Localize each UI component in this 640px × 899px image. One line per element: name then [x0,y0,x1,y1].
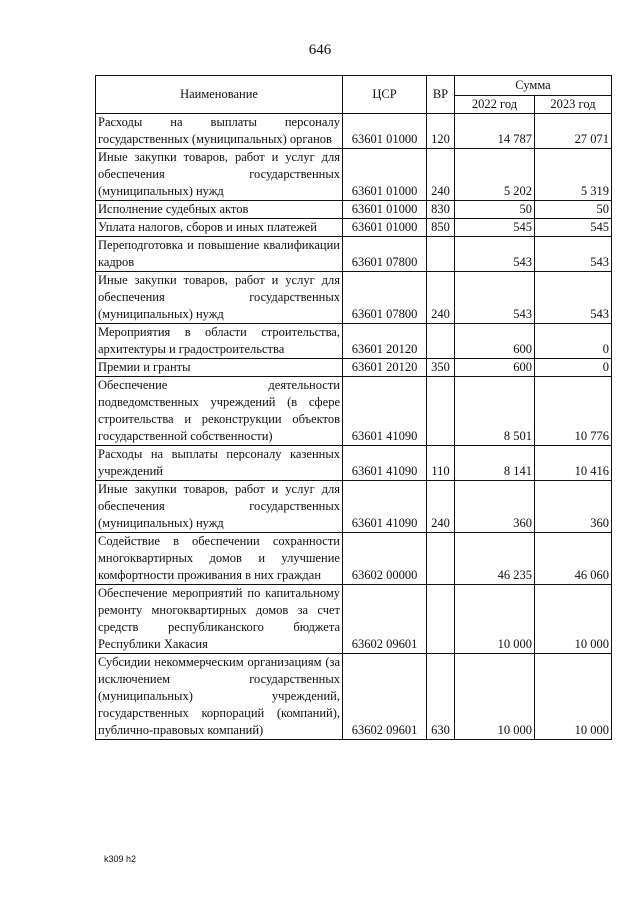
header-sum: Сумма [455,76,612,96]
row-sum-2023: 46 060 [535,533,612,585]
row-sum-2022: 14 787 [455,114,535,149]
row-sum-2022: 5 202 [455,149,535,201]
table-row [96,201,612,219]
row-sum-2023: 10 000 [535,654,612,740]
row-sum-2022: 600 [455,359,535,377]
row-vr [427,533,455,585]
row-sum-2022: 8 141 [455,446,535,481]
row-csr: 63601 20120 [343,359,427,377]
row-sum-2022: 10 000 [455,654,535,740]
row-csr: 63601 41090 [343,446,427,481]
row-name: Иные закупки товаров, работ и услуг для обеспечения государственных (муниципальных) нужд [96,272,343,324]
row-sum-2023: 10 776 [535,377,612,446]
row-sum-2023: 10 416 [535,446,612,481]
row-name: Иные закупки товаров, работ и услуг для обеспечения государственных (муниципальных) нужд [96,149,343,201]
table-header [96,76,612,114]
row-vr: 240 [427,481,455,533]
row-name: Исполнение судебных актов [96,201,343,219]
row-vr: 120 [427,114,455,149]
row-csr: 63602 09601 [343,654,427,740]
row-name: Содействие в обеспечении сохранности многоквартирных домов и улучшение комфортности проживания в них граждан [96,533,343,585]
row-vr: 240 [427,149,455,201]
row-csr: 63601 01000 [343,201,427,219]
row-sum-2023: 543 [535,272,612,324]
row-vr: 830 [427,201,455,219]
header-year-2023: 2023 год [535,96,612,114]
row-sum-2023: 5 319 [535,149,612,201]
row-name: Мероприятия в области строительства, архитектуры и градостроительства [96,324,343,359]
row-sum-2023: 27 071 [535,114,612,149]
row-name: Расходы на выплаты персоналу казенных учреждений [96,446,343,481]
row-name: Расходы на выплаты персоналу государственных (муниципальных) органов [96,114,343,149]
row-vr: 350 [427,359,455,377]
row-sum-2022: 543 [455,272,535,324]
row-sum-2022: 543 [455,237,535,272]
row-sum-2023: 50 [535,201,612,219]
row-csr: 63601 41090 [343,377,427,446]
page-number: 646 [308,42,332,58]
table-row [96,377,612,446]
table-row [96,149,612,201]
row-sum-2022: 10 000 [455,585,535,654]
row-csr: 63601 20120 [343,324,427,359]
row-sum-2022: 545 [455,219,535,237]
table-row [96,446,612,481]
footer-code: k309 h2 [104,854,137,864]
row-sum-2022: 46 235 [455,533,535,585]
table-row [96,481,612,533]
row-sum-2023: 10 000 [535,585,612,654]
row-name: Субсидии некоммерческим организациям (за исключением государственных (муниципальных) учреждений, государственных корпораций (компаний), публично-правовых компаний) [96,654,343,740]
table-body [96,114,612,740]
row-csr: 63601 01000 [343,219,427,237]
row-sum-2022: 600 [455,324,535,359]
row-sum-2023: 545 [535,219,612,237]
row-vr: 240 [427,272,455,324]
row-vr [427,585,455,654]
table-row [96,114,612,149]
row-vr [427,237,455,272]
table-row [96,219,612,237]
row-sum-2022: 360 [455,481,535,533]
table-row [96,272,612,324]
row-sum-2023: 0 [535,359,612,377]
table-row [96,324,612,359]
row-name: Обеспечение мероприятий по капитальному ремонту многоквартирных домов за счет средств республиканского бюджета Республики Хакасия [96,585,343,654]
row-csr: 63601 01000 [343,149,427,201]
row-name: Обеспечение деятельности подведомственных учреждений (в сфере строительства и реконструкции объектов государственной собственности) [96,377,343,446]
row-csr: 63601 01000 [343,114,427,149]
table-row [96,359,612,377]
header-year-2022: 2022 год [455,96,535,114]
row-sum-2023: 0 [535,324,612,359]
row-csr: 63601 07800 [343,237,427,272]
budget-table [95,75,612,740]
row-vr [427,377,455,446]
row-csr: 63602 09601 [343,585,427,654]
table-row [96,237,612,272]
row-csr: 63601 07800 [343,272,427,324]
header-name: Наименование [96,76,343,114]
row-name: Иные закупки товаров, работ и услуг для обеспечения государственных (муниципальных) нужд [96,481,343,533]
row-sum-2023: 543 [535,237,612,272]
header-vr: ВР [427,76,455,114]
table-row [96,533,612,585]
row-name: Премии и гранты [96,359,343,377]
row-sum-2023: 360 [535,481,612,533]
row-csr: 63602 00000 [343,533,427,585]
header-csr: ЦСР [343,76,427,114]
table-row [96,654,612,740]
row-sum-2022: 8 501 [455,377,535,446]
row-vr [427,324,455,359]
row-name: Уплата налогов, сборов и иных платежей [96,219,343,237]
table-row [96,585,612,654]
row-csr: 63601 41090 [343,481,427,533]
row-vr: 850 [427,219,455,237]
row-vr: 110 [427,446,455,481]
row-name: Переподготовка и повышение квалификации кадров [96,237,343,272]
row-sum-2022: 50 [455,201,535,219]
row-vr: 630 [427,654,455,740]
